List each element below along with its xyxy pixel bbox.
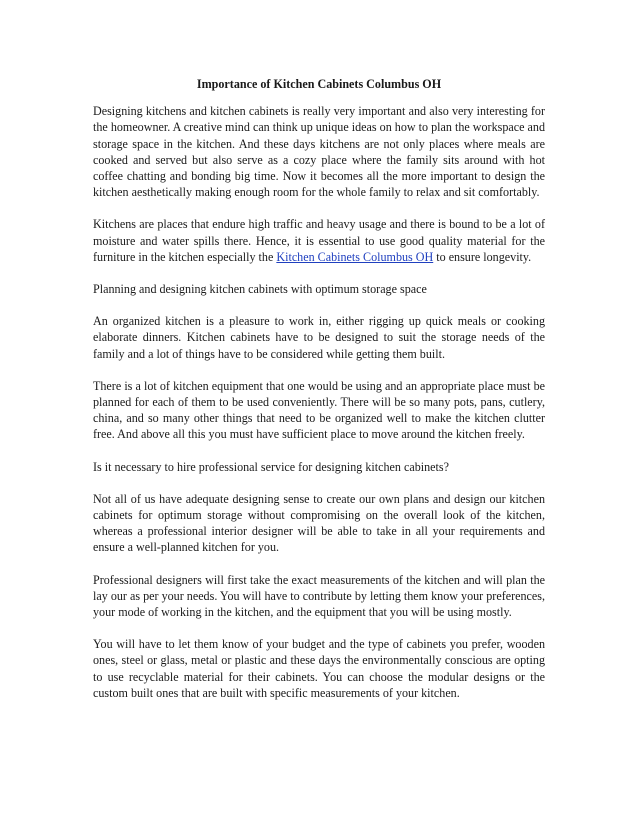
paragraph-organized-kitchen: An organized kitchen is a pleasure to work in, either rigging up quick meals or cooking elaborate dinners. Kitchen cabinets have to be designed to suit the storage needs of the family and a lot of things have to be considered while getting them built.: [93, 314, 545, 361]
section-heading-professional: Is it necessary to hire professional service for designing kitchen cabinets?: [93, 459, 449, 474]
paragraph-intro: Designing kitchens and kitchen cabinets is really very important and also very interesting for the homeowner. A creative mind can think up unique ideas on how to plan the workspace and storage space in the kitchen. And these days kitchens are not only places where meals are cooked and served but also serve as a cozy place where the family sits around with hot coffee chatting and bonding big time. Now it becomes all the more important to design the kitchen aesthetically making enough room for the whole family to relax and sit comfortably.: [93, 104, 545, 200]
section-heading-planning: Planning and designing kitchen cabinets with optimum storage space: [93, 282, 427, 297]
kitchen-cabinets-link[interactable]: Kitchen Cabinets Columbus OH: [276, 249, 434, 264]
paragraph-materials: [93, 216, 545, 265]
paragraph-budget: You will have to let them know of your budget and the type of cabinets you prefer, wooden ones, steel or glass, metal or plastic and these days the environmentally conscious are opting to use recyclable material for their cabinets. You can choose the modular designs or the custom built ones that are built with specific measurements of your kitchen.: [93, 637, 545, 700]
paragraph-materials-text-after: to ensure longevity.: [433, 249, 532, 264]
paragraph-materials-text-before: Kitchens are places that endure high traffic and heavy usage and there is bound to be a lot of moisture and water spills there. Hence, it is essential to use good quality material for the furniture in the kitchen especially the: [93, 217, 545, 264]
paragraph-design-sense: Not all of us have adequate designing sense to create our own plans and design our kitchen cabinets for optimum storage without compromising on the overall look of the kitchen, whereas a professional interior designer will be able to take in all your requirements and ensure a well-planned kitchen for you.: [93, 491, 545, 555]
paragraph-measurements: Professional designers will first take the exact measurements of the kitchen and will plan the lay our as per your needs. You will have to contribute by letting them know your preferences, your mode of working in the kitchen, and the equipment that you will be using mostly.: [93, 572, 545, 620]
paragraph-equipment: There is a lot of kitchen equipment that one would be using and an appropriate place must be planned for each of them to be used conveniently. There will be so many pots, pans, cutlery, china, and so many other things that need to be organized well to make the kitchen clutter free. And above all this you must have sufficient place to move around the kitchen freely.: [93, 378, 545, 442]
document-body: [93, 76, 545, 717]
document-title: Importance of Kitchen Cabinets Columbus OH: [196, 77, 442, 91]
